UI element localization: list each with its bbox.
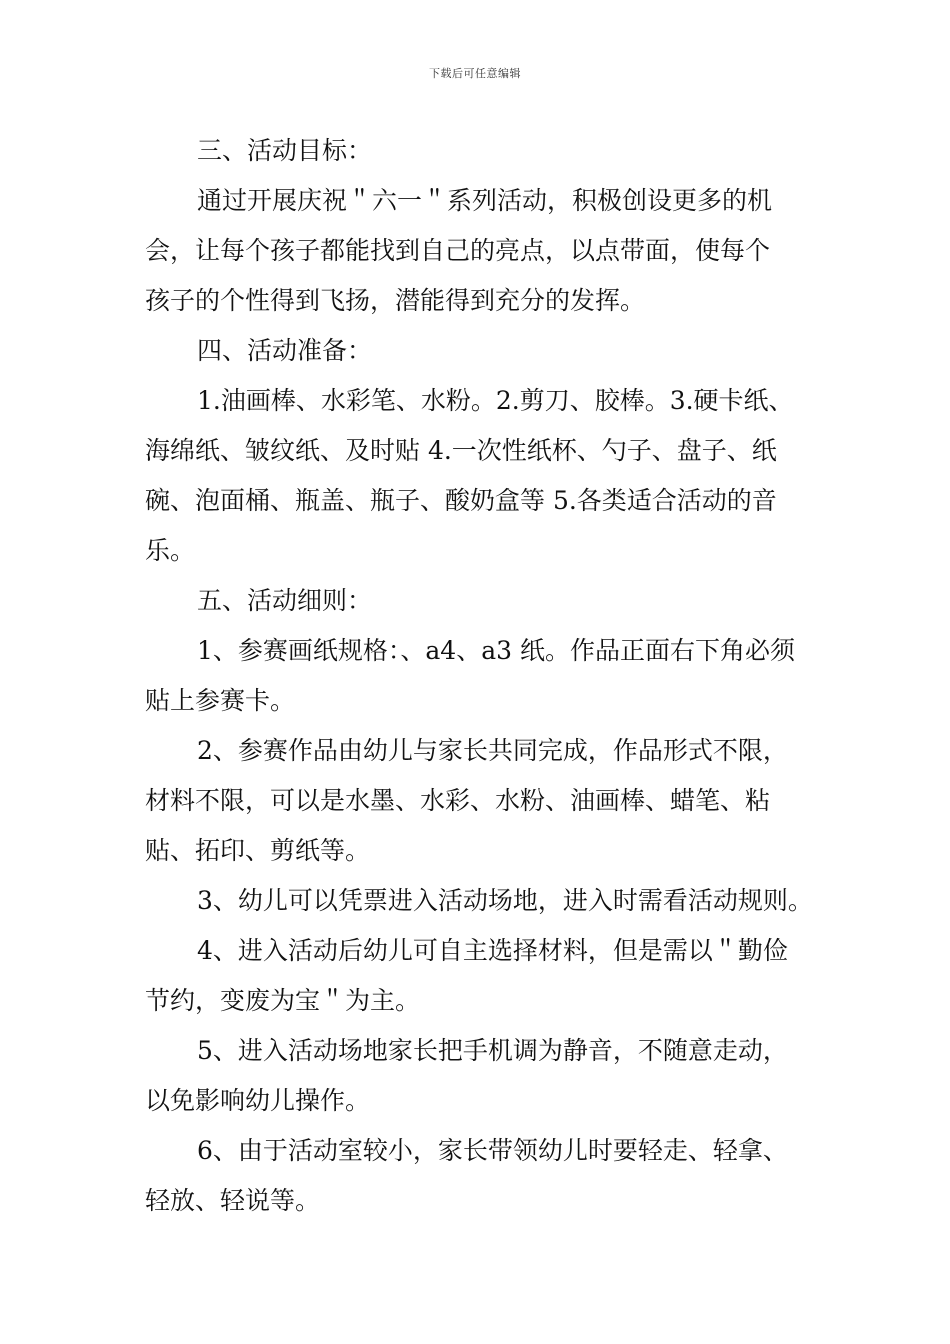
paragraph-line: 会，让每个孩子都能找到自己的亮点，以点带面，使每个 xyxy=(145,236,771,265)
rule-item-1: 1、参赛画纸规格：、a4、a3 纸。作品正面右下角必须 xyxy=(197,636,795,665)
rule-item-3: 3、幼儿可以凭票进入活动场地，进入时需看活动规则。 xyxy=(197,886,813,915)
document-body xyxy=(145,126,813,1226)
section-heading-rules: 五、活动细则： xyxy=(197,586,373,615)
rule-item-2: 2、参赛作品由幼儿与家长共同完成，作品形式不限， xyxy=(197,736,788,765)
paragraph-line: 孩子的个性得到飞扬，潜能得到充分的发挥。 xyxy=(145,286,646,315)
page-header-note: 下载后可任意编辑 xyxy=(429,67,521,80)
paragraph-line: 贴上参赛卡。 xyxy=(145,686,296,715)
rule-item-6: 6、由于活动室较小，家长带领幼儿时要轻走、轻拿、 xyxy=(197,1136,788,1165)
paragraph-line: 乐。 xyxy=(145,536,196,565)
section-heading-goals: 三、活动目标： xyxy=(197,136,373,165)
paragraph-line: 轻放、轻说等。 xyxy=(145,1186,321,1215)
rule-item-4: 4、进入活动后幼儿可自主选择材料，但是需以＂勤俭 xyxy=(197,936,788,965)
paragraph-line: 碗、泡面桶、瓶盖、瓶子、酸奶盒等 5.各类适合活动的音 xyxy=(145,486,777,515)
section-heading-preparation: 四、活动准备： xyxy=(197,336,373,365)
paragraph-line: 以免影响幼儿操作。 xyxy=(145,1086,371,1115)
paragraph-line: 材料不限，可以是水墨、水彩、水粉、油画棒、蜡笔、粘 xyxy=(145,786,771,815)
paragraph-line: 通过开展庆祝＂六一＂系列活动，积极创设更多的机 xyxy=(197,186,773,215)
paragraph-line: 海绵纸、皱纹纸、及时贴 4.一次性纸杯、勺子、盘子、纸 xyxy=(145,436,777,465)
paragraph-line: 贴、拓印、剪纸等。 xyxy=(145,836,371,865)
rule-item-5: 5、进入活动场地家长把手机调为静音，不随意走动， xyxy=(197,1036,788,1065)
paragraph-line: 1.油画棒、水彩笔、水粉。2.剪刀、胶棒。3.硬卡纸、 xyxy=(197,386,794,415)
paragraph-line: 节约，变废为宝＂为主。 xyxy=(145,986,421,1015)
